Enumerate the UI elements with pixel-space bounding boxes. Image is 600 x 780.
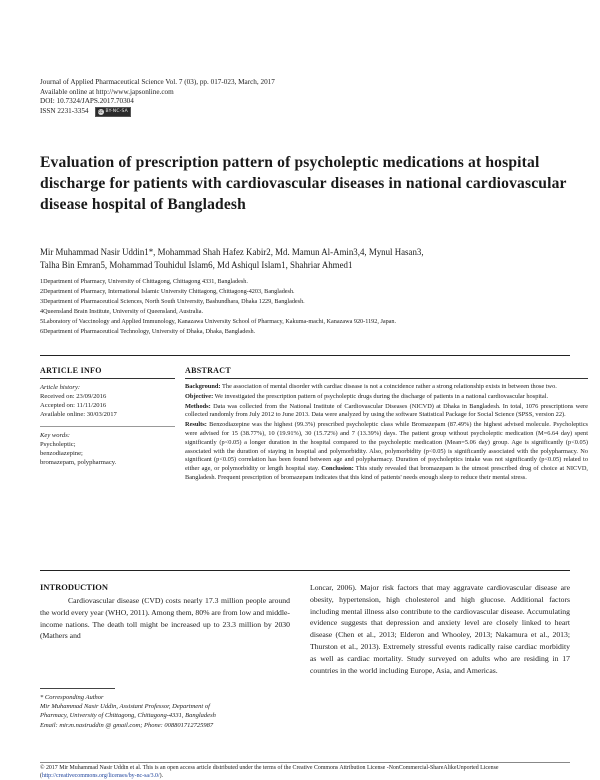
affiliation: 1Department of Pharmacy, University of Chittagong, Chittagong 4331, Bangladesh.	[40, 278, 248, 285]
accepted-date: Accepted on: 11/11/2016	[40, 402, 107, 409]
author-list	[40, 246, 575, 271]
journal-url-line[interactable]: Available online at http://www.japsonline.com	[40, 87, 174, 96]
doi[interactable]: DOI: 10.7324/JAPS.2017.70304	[40, 97, 134, 106]
issn: ISSN 2231-3354	[40, 106, 89, 115]
keywords-label: Key words:	[40, 432, 70, 439]
results-text: Benzodiazepine was the highest (99.3%) prescribed psycholeptic class while Bromazepam (87.49%) the highest advised molecule. Psycholeptics were advised for 15 (38.77%), 10 (19.91%), 30 (15.72%) and 7 (13.39%) days. The patient group without psycholeptic medication (M=6.64 day) spent significantly (p<0.05) a longer duration in the hospital compared to the psycholeptic medication (Mean=5.06 day) group. Age is significantly (p<0.05) associated with the duration of staying in hospital and polymorbidity. Also, polymorbidity (p<0.05) is significantly associated with the polypharmacy. No significant (p<0.05) correlation has been found between age and polypharmacy. Duration of psycholeptics intake was not significantly (p<0.05) related to either age, or polymorbidity or length hospital stay.	[185, 421, 588, 473]
cc-icon: cc	[98, 108, 103, 114]
section-divider	[40, 570, 570, 571]
corresponding-line: Pharmacy, University of Chittagong, Chittagong-4331, Bangladesh	[40, 712, 216, 720]
corresponding-line: Mir Muhammad Nasir Uddin, Assistant Professor, Department of	[40, 703, 210, 711]
article-info-heading: ARTICLE INFO	[40, 366, 175, 379]
keyword: bromazepam, polypharmacy.	[40, 459, 117, 466]
abstract-background	[185, 383, 588, 392]
footnote-divider	[40, 688, 115, 689]
corresponding-contact: Email: mir.m.nasiruddin @ gmail.com; Phone: 008801712725987	[40, 721, 214, 729]
intro-heading: INTRODUCTION	[40, 582, 109, 592]
history-label: Article history:	[40, 384, 81, 391]
cc-badge-text: BY-NC-SA	[105, 108, 128, 114]
journal-header	[40, 78, 275, 117]
keywords	[40, 426, 175, 467]
intro-column-right	[310, 582, 570, 676]
background-text: The association of mental disorder with cardiac disease is not a coincidence rather a strong relationship exists in between those two.	[221, 383, 557, 390]
corresponding-author	[40, 693, 290, 730]
online-date: Available online: 30/03/2017	[40, 411, 117, 418]
affiliation: 4Queensland Brain Institute, University of Queensland, Australia.	[40, 308, 204, 315]
affiliation: 6Department of Pharmaceutical Technology, University of Dhaka, Dhaka, Bangladesh.	[40, 328, 256, 335]
abstract-objective	[185, 393, 588, 402]
section-divider	[40, 355, 570, 356]
conclusion-label: Conclusion:	[321, 465, 354, 473]
intro-continued: Loncar, 2006). Major risk factors that may aggravate cardiovascular disease are obesity, hypertension, high cholesterol and high glucose. Additional factors including mental illness also contribute to the cardiovascular disease. Accumulating evidence suggests that depression and anxiety level are closely linked to heart disease (Chen et al., 2013; Elderon and Whooley, 2013; Nakamura et al., 2013; Thurston et al., 2013). Extremely stressful events radically raise cardiac morbidity as well as cardiac mortality. Study surveyed on adults who are residing in 17 countries in the world including Europe, Asia, and Americas.	[310, 583, 570, 675]
methods-label: Methods:	[185, 402, 211, 410]
abstract	[185, 366, 588, 483]
intro-column-left	[40, 582, 290, 642]
conclusion-text: This study revealed that bromazepam is the utmost prescribed drug of choice at NICVD, Bangladesh. Frequent prescription of bromazepam indicates that this kind of patients' needs enough sleep to reduce their mental stress.	[185, 465, 588, 481]
intro-paragraph: Cardiovascular disease (CVD) costs nearly 17.3 million people around the world every year (WHO, 2011). Among them, 80% are from low and middle-income nations. The death toll might be increased up to 23.3 million by 2030 (Mathers and	[40, 596, 290, 641]
license-end: ).	[159, 773, 164, 779]
affiliation: 5Laboratory of Vaccinology and Applied Immunology, Kanazawa University School of Pharmacy, Kakuma-machi, Kanazawa 920-1192, Japan.	[40, 318, 397, 325]
methods-text: Data was collected from the National Institute of Cardiovascular Diseases (NICVD) at Dhaka in Bangladesh. In total, 1076 prescriptions were collected randomly from July 2012 to June 2013. Data were analyzed by using the software Statistical Package for Social Science (SPSS, version 22).	[185, 402, 588, 419]
article-history	[40, 383, 175, 419]
abstract-heading: ABSTRACT	[185, 366, 588, 379]
license-footer	[40, 764, 570, 780]
received-date: Received on: 23/09/2016	[40, 393, 107, 400]
keyword: benzodiazepine;	[40, 450, 83, 457]
footer-divider	[40, 762, 570, 763]
issn-row	[40, 107, 275, 117]
objective-text: We investigated the prescription pattern of psycholeptic drugs during the discharge of patients in a national cardiovascular hospital.	[214, 392, 549, 400]
article-title: Evaluation of prescription pattern of psycholeptic medications at hospital discharge for patients with cardiovascular diseases in national cardiovascular disease hospital of Bangladesh	[40, 154, 567, 213]
license-text: © 2017 Mir Muhammad Nasir Uddin et al. This is an open access article distributed under the terms of the Creative Commons Attribution License -NonCommercial-ShareAlikeUnported License (	[40, 765, 499, 779]
corresponding-label: * Corresponding Author	[40, 694, 104, 701]
affiliation: 2Department of Pharmacy, International Islamic University Chittagong, Chittagong-4203, Bangladesh.	[40, 288, 295, 295]
cc-license-badge[interactable]	[95, 107, 131, 117]
keyword: Psycholeptic;	[40, 441, 76, 448]
results-label: Results:	[185, 421, 207, 429]
article-info	[40, 366, 175, 467]
background-label: Background:	[185, 383, 221, 390]
license-link[interactable]: http://creativecommons.org/licenses/by-nc-sa/3.0/	[41, 773, 160, 779]
affiliation: 3Department of Pharmaceutical Sciences, North South University, Bashundhara, Dhaka 1229, Bangladesh.	[40, 298, 305, 305]
authors-line-1: Mir Muhammad Nasir Uddin1*, Mohammad Shah Hafez Kabir2, Md. Mamun Al-Amin3,4, Mynul Hasan3,	[40, 247, 424, 257]
abstract-results	[185, 421, 588, 483]
abstract-methods	[185, 403, 588, 421]
affiliations	[40, 277, 580, 337]
objective-label: Objective:	[185, 392, 214, 400]
journal-citation: Journal of Applied Pharmaceutical Science Vol. 7 (03), pp. 017-023, March, 2017	[40, 78, 275, 86]
authors-line-2: Talha Bin Emran5, Mohammad Touhidul Islam6, Md Ashiqul Islam1, Shahriar Ahmed1	[40, 259, 353, 270]
